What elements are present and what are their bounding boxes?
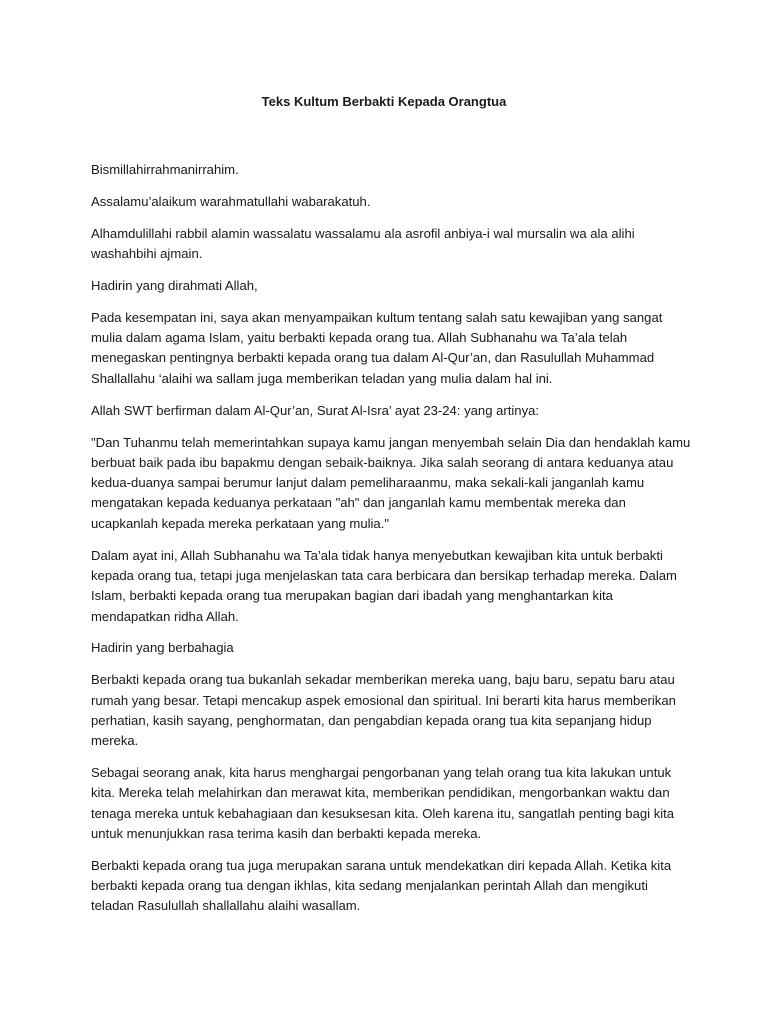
paragraph-explanation: Dalam ayat ini, Allah Subhanahu wa Ta’ala tidak hanya menyebutkan kewajiban kita untuk berbakti kepada orang tua, tetapi juga menjelaskan tata cara berbicara dan bersikap terhadap mereka. Dalam Islam, berbakti kepada orang tua merupakan bagian dari ibadah yang menghantarkan kita mendapatkan ridha Allah. <box>91 547 677 624</box>
document-body <box>91 160 691 928</box>
paragraph-verse-quote: "Dan Tuhanmu telah memerintahkan supaya kamu jangan menyembah selain Dia dan hendaklah kamu berbuat baik pada ibu bapakmu dengan sebaik-baiknya. Jika salah seorang di antara keduanya atau kedua-duanya sampai berumur lanjut dalam pemeliharaanmu, maka sekali-kali janganlah kamu mengatakan kepada keduanya perkataan "ah" dan janganlah kamu membentak mereka dan ucapkanlah kepada mereka perkataan yang mulia." <box>91 434 691 531</box>
paragraph-verse-intro: Allah SWT berfirman dalam Al-Qur’an, Surat Al-Isra’ ayat 23-24: yang artinya: <box>91 402 540 418</box>
paragraph-closeness: Berbakti kepada orang tua juga merupakan sarana untuk mendekatkan diri kepada Allah. Ketika kita berbakti kepada orang tua dengan ikhlas, kita sedang menjalankan perintah Allah dan mengikuti teladan Rasulullah shallallahu alaihi wasallam. <box>91 857 672 914</box>
paragraph-praise: Alhamdulillahi rabbil alamin wassalatu wassalamu ala asrofil anbiya-i wal mursalin wa ala alihi washahbihi ajmain. <box>91 225 635 262</box>
paragraph-greeting: Assalamu’alaikum warahmatullahi wabarakatuh. <box>91 193 371 209</box>
document-title: Teks Kultum Berbakti Kepada Orangtua <box>261 94 507 109</box>
paragraph-meaning: Berbakti kepada orang tua bukanlah sekadar memberikan mereka uang, baju baru, sepatu baru atau rumah yang besar. Tetapi mencakup aspek emosional dan spiritual. Ini berarti kita harus memberikan perhatian, kasih sayang, penghormatan, dan pengabdian kepada orang tua kita sepanjang hidup mereka. <box>91 672 676 749</box>
paragraph-address-2: Hadirin yang berbahagia <box>91 640 234 656</box>
paragraph-address-1: Hadirin yang dirahmati Allah, <box>91 277 258 293</box>
paragraph-gratitude: Sebagai seorang anak, kita harus menghargai pengorbanan yang telah orang tua kita lakukan untuk kita. Mereka telah melahirkan dan merawat kita, memberikan pendidikan, mengorbankan waktu dan tenaga mereka untuk kebahagiaan dan kesuksesan kita. Oleh karena itu, sangatlah penting bagi kita untuk menunjukkan rasa terima kasih dan berbakti kepada mereka. <box>91 765 675 841</box>
paragraph-opening: Bismillahirrahmanirrahim. <box>91 162 239 177</box>
paragraph-intro: Pada kesempatan ini, saya akan menyampaikan kultum tentang salah satu kewajiban yang sangat mulia dalam agama Islam, yaitu berbakti kepada orang tua. Allah Subhanahu wa Ta’ala telah menegaskan pentingnya berbakti kepada orang tua dalam Al-Qur’an, dan Rasulullah Muhammad Shallallahu ‘alaihi wa sallam juga memberikan teladan yang mulia dalam hal ini. <box>91 309 663 386</box>
